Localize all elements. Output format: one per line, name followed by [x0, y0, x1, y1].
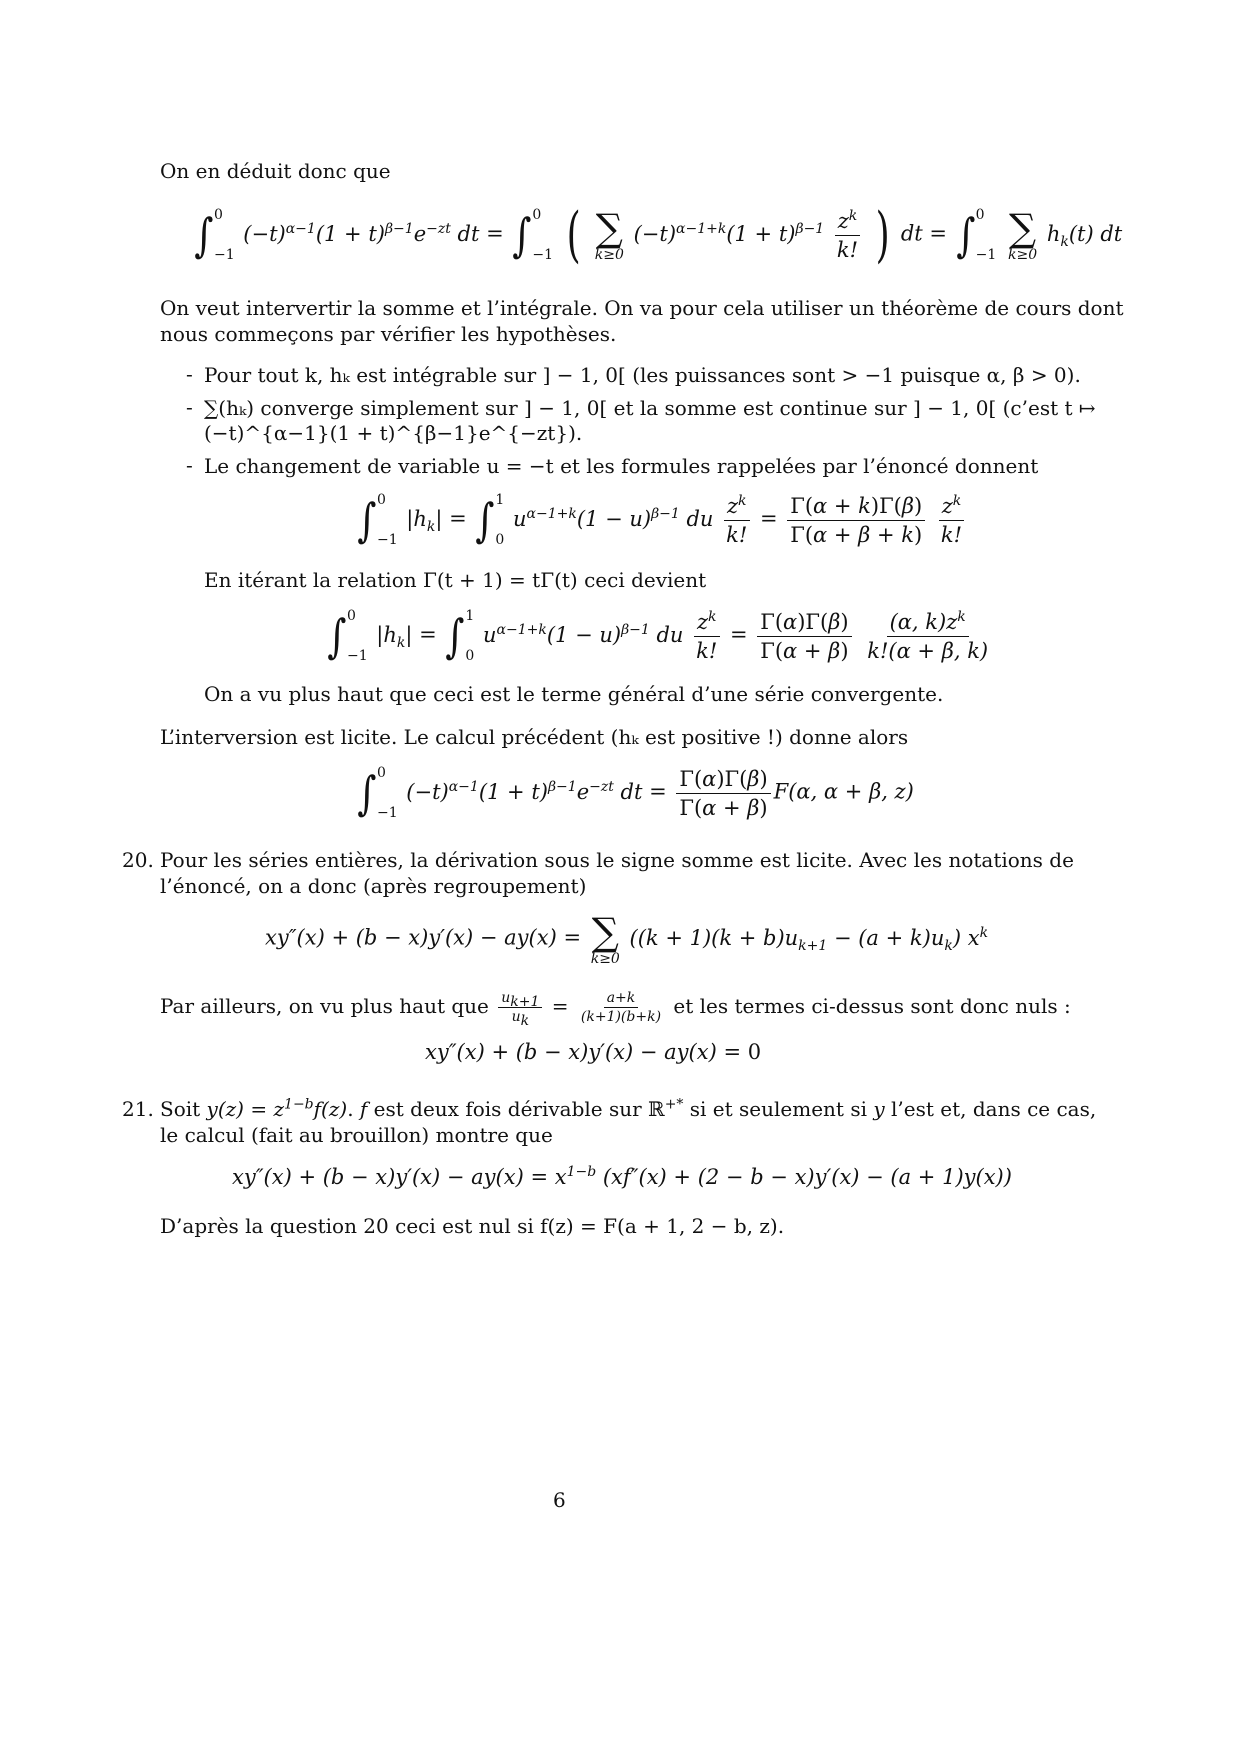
page-number: 6: [553, 1488, 566, 1512]
equation-2: ∫ 0 −1 $|h_k|$ = ∫ 1 0 $u^{\alpha-1+k}(1 - u)^{\beta-1}$ du $\frac{z^k}{k!}$ = $\frac{\Gamma(\alpha + k)\Gamma(\beta)}{\Gamma(\alpha + \beta + k)}$ $\frac{z^k}{k!}$: [355, 492, 968, 548]
question-20-label: 20.: [122, 848, 154, 872]
sum-sign: ∑ k≥0: [594, 206, 624, 263]
equation-4: ∫ 0 −1 $(-t)^{\alpha-1}(1 + t)^{\beta-1}e^{-zt}$ dt = $\frac{\Gamma(\alpha)\Gamma(\beta)}{\Gamma(\alpha + \beta)}$ F(α, α + β, z): [357, 765, 914, 821]
bullet-marker: -: [186, 362, 193, 386]
paragraph-intervert-line1: On veut intervertir la somme et l’intégrale. On va pour cela utiliser un théorème de cours dont: [160, 296, 1124, 320]
equation-7: $xy''(x) + (b - x)y'(x) - ay(x) = x^{1-b}$ (xf″(x) + (2 − b − x)y′(x) − (a + 1)y(x)): [232, 1164, 1012, 1189]
bullet-marker: -: [186, 395, 193, 419]
ratio-fraction-right: $\frac{a+k}{(k+1)(b+k)}$: [580, 990, 662, 1025]
integral-sign: ∫ 0 −1: [194, 207, 235, 263]
bullet-1: Pour tout k, hₖ est intégrable sur ] − 1, 0[ (les puissances sont > −1 puisque α, β > 0).: [204, 363, 1081, 387]
ratio-intro: Par ailleurs, on vu plus haut que: [160, 994, 489, 1018]
equation-5: xy″(x) + (b − x)y′(x) − ay(x) = ∑ k≥0 $((k + 1)(k + b)u_{k+1} - (a + k)u_k)$ $x^k$: [265, 910, 989, 967]
bullet-2-line1: ∑(hₖ) converge simplement sur ] − 1, 0[ et la somme est continue sur ] − 1, 0[ (c’est t ↦: [204, 396, 1096, 420]
paragraph-intro: On en déduit donc que: [160, 159, 391, 183]
bullet-marker: -: [186, 453, 193, 477]
ratio-outro: et les termes ci-dessus sont donc nuls :: [673, 994, 1071, 1018]
equation-3: ∫ 0 −1 $|h_k|$ = ∫ 1 0 $u^{\alpha-1+k}(1 - u)^{\beta-1}$ du $\frac{z^k}{k!}$ = $\frac{\Gamma(\alpha)\Gamma(\beta)}{\Gamma(\alpha + \beta)}$ $\frac{(\alpha, k)z^k}{k!(\alpha + \beta, k)}$: [327, 608, 989, 664]
paragraph-interversion: L’interversion est licite. Le calcul précédent (hₖ est positive !) donne alors: [160, 725, 909, 749]
question-21-line2: le calcul (fait au brouillon) montre que: [160, 1123, 553, 1147]
paragraph-ratio: Par ailleurs, on vu plus haut que $\frac{u_{k+1}}{u_k}$ = $\frac{a+k}{(k+1)(b+k)}$ et les termes ci-dessus sont donc nuls :: [160, 990, 1071, 1029]
question-21-line1: Soit $y(z) = z^{1-b}f(z)$. f est deux fois dérivable sur ℝ+* si et seulement si y l’est et, dans ce cas,: [160, 1096, 1097, 1121]
question-21-conclusion: D’après la question 20 ceci est nul si f(z) = F(a + 1, 2 − b, z).: [160, 1214, 785, 1238]
ratio-fraction-left: $\frac{u_{k+1}}{u_k}$: [498, 990, 542, 1025]
question-20-line1: Pour les séries entières, la dérivation sous le signe somme est licite. Avec les notations de: [160, 848, 1074, 872]
paragraph-intervert-line2: nous commeçons par vérifier les hypothèses.: [160, 322, 617, 346]
question-20-line2: l’énoncé, on a donc (après regroupement): [160, 874, 587, 898]
bullet-2-line2: (−t)^{α−1}(1 + t)^{β−1}e^{−zt}).: [204, 421, 583, 445]
paragraph-convergent: On a vu plus haut que ceci est le terme général d’une série convergente.: [204, 682, 944, 706]
equation-1: ∫ 0 −1 $(-t)^{\alpha-1}(1 + t)^{\beta-1}e^{-zt}$ dt = ∫ 0 −1 ( ∑ k≥0 $(-t)^{\alpha-1+k}(1 + t)^{\beta-1}$ $\frac{z^k}{k!}$ ) dt = ∫ 0 −1 ∑ k≥0 $h_k(t)$ dt: [192, 205, 1122, 265]
bullet-3: Le changement de variable u = −t et les formules rappelées par l’énoncé donnent: [204, 454, 1039, 478]
equation-6: xy″(x) + (b − x)y′(x) − ay(x) = 0: [425, 1040, 762, 1064]
paragraph-iterating: En itérant la relation Γ(t + 1) = tΓ(t) ceci devient: [204, 568, 707, 592]
question-21-label: 21.: [122, 1097, 154, 1121]
